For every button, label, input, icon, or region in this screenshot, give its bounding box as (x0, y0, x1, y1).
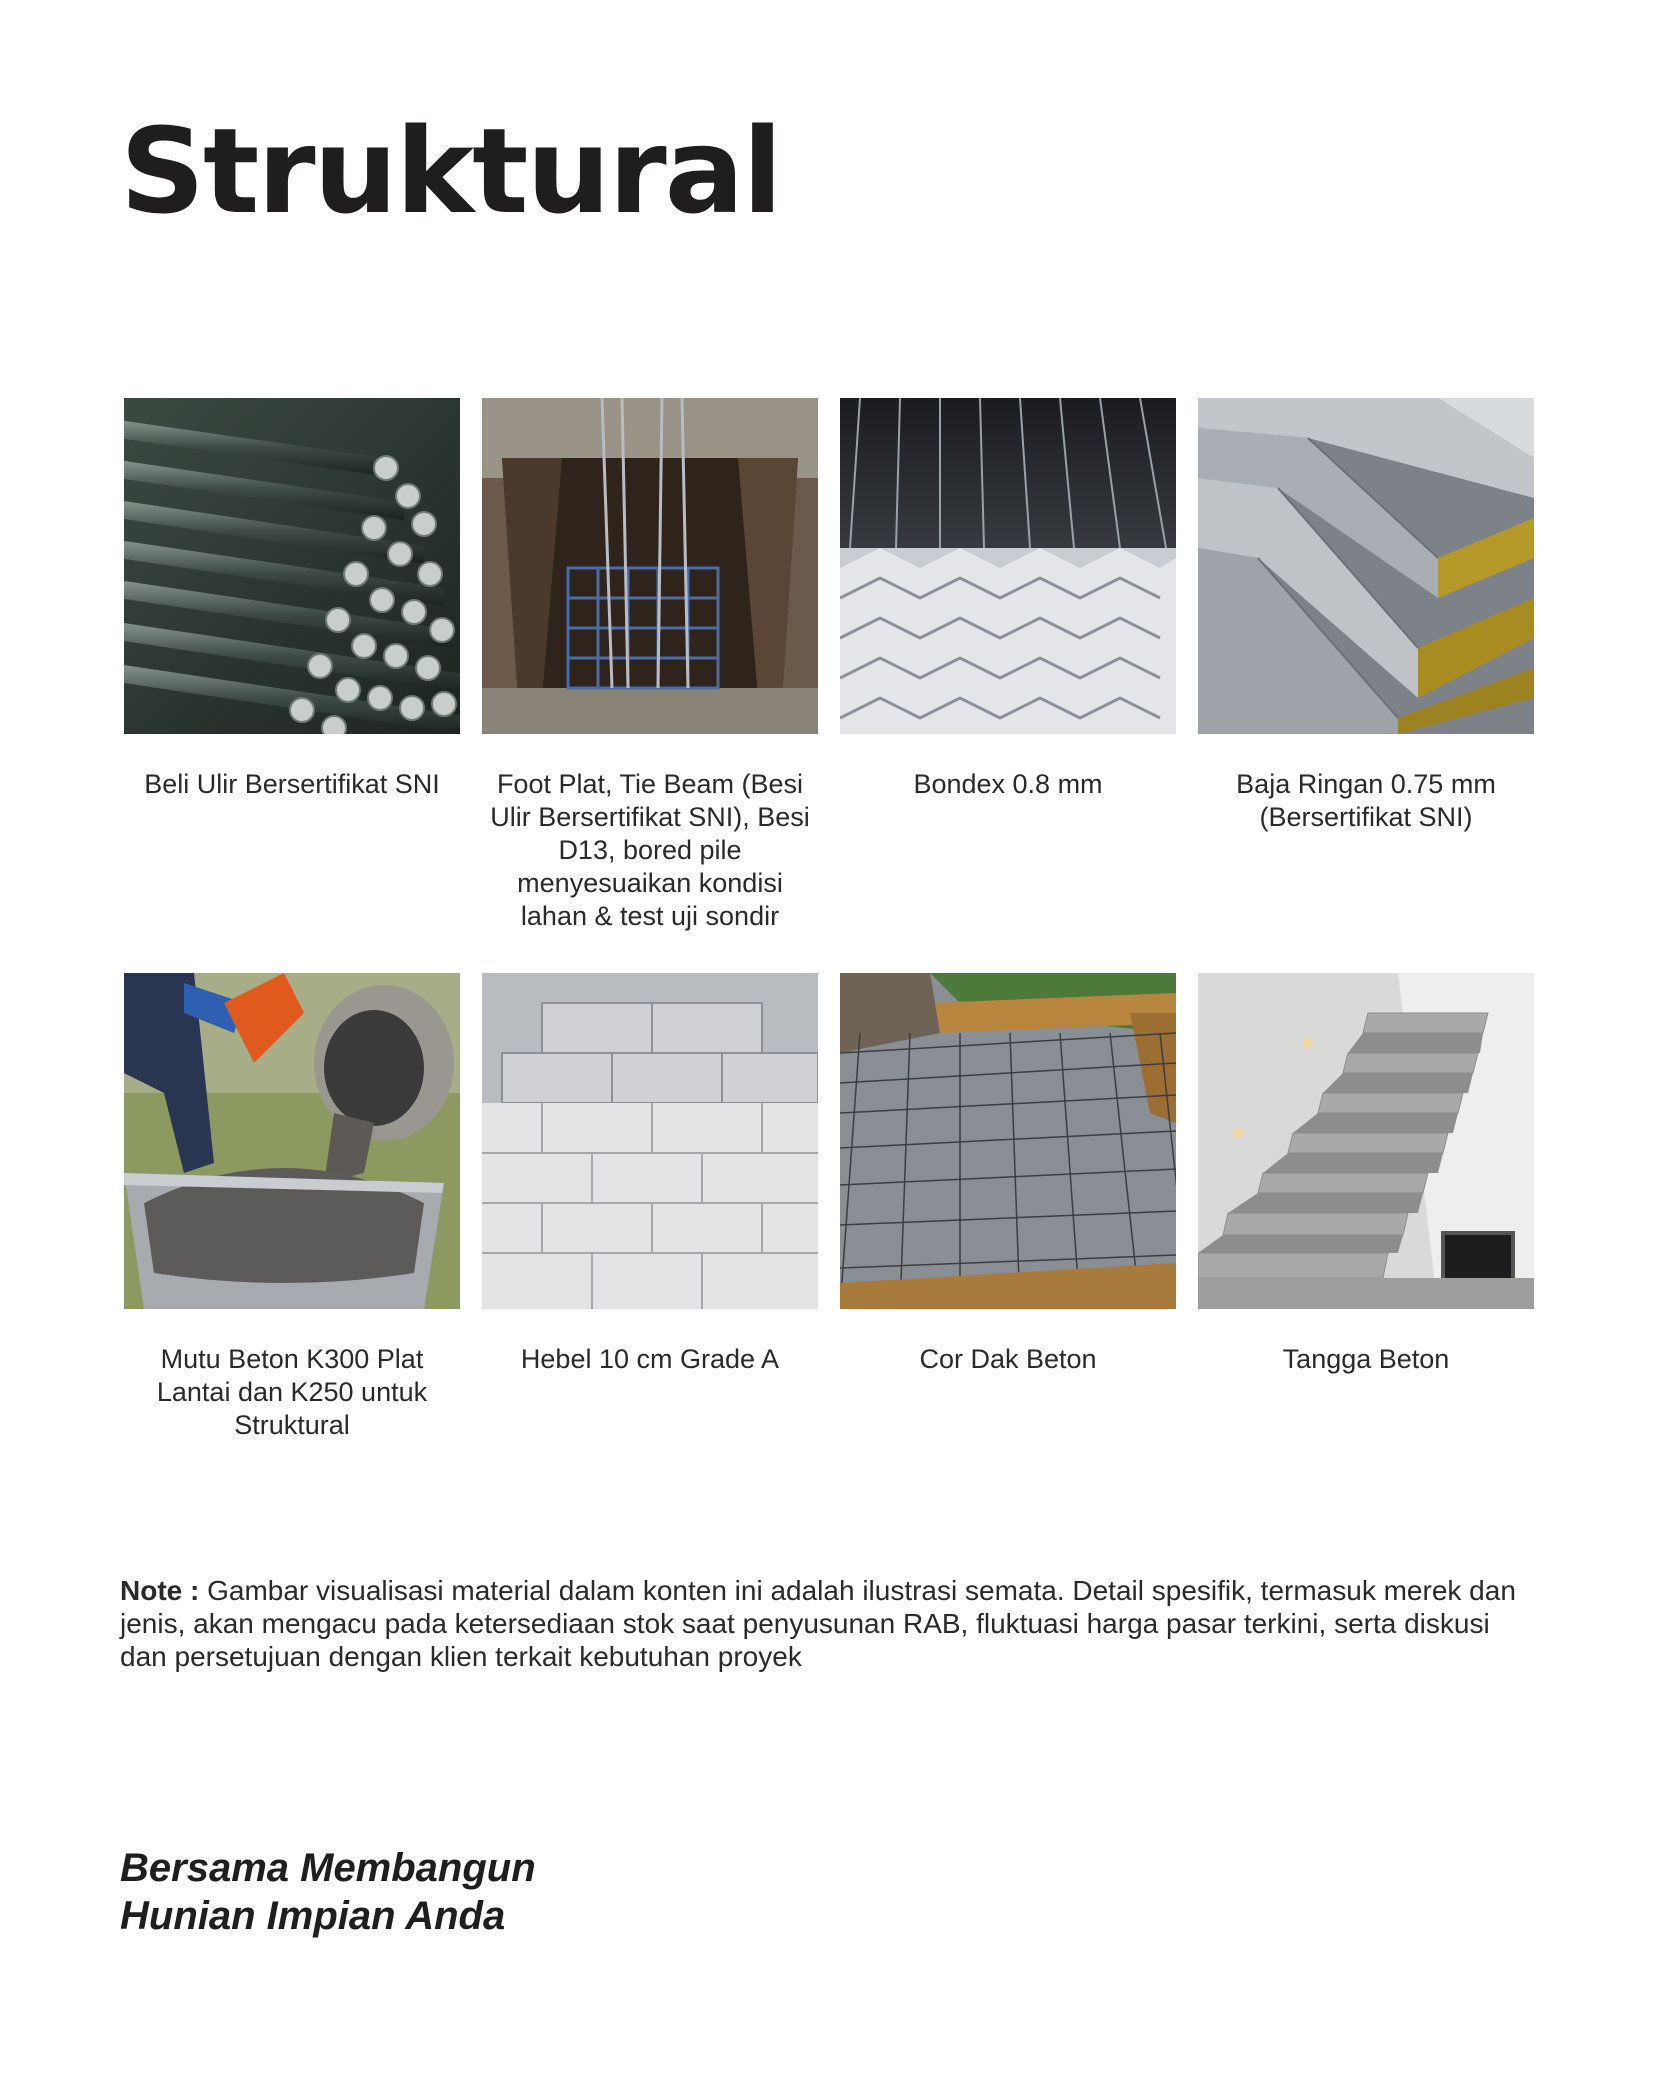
material-caption: Mutu Beton K300 Plat Lantai dan K250 untuk Struktural (156, 1344, 428, 1440)
material-card (840, 973, 1176, 1376)
concrete-pouring-photo (124, 973, 460, 1309)
material-card (482, 398, 818, 933)
foundation-rebar-photo (482, 398, 818, 734)
material-caption: Beli Ulir Bersertifikat SNI (144, 769, 440, 799)
material-caption: Bondex 0.8 mm (913, 769, 1103, 799)
note-label: Note : (120, 1575, 200, 1606)
material-card (124, 398, 460, 801)
material-card (1198, 973, 1534, 1376)
material-caption: Foot Plat, Tie Beam (Besi Ulir Bersertifikat SNI), Besi D13, bored pile menyesuaikan kondisi lahan & test uji sondir (490, 769, 810, 931)
material-card (124, 973, 460, 1442)
note-paragraph (120, 1574, 1540, 1673)
material-caption: Tangga Beton (1282, 1344, 1450, 1374)
tagline (120, 1844, 820, 1940)
tagline-line-2: Hunian Impian Anda (120, 1894, 506, 1938)
material-row-2 (124, 973, 1534, 1548)
bondex-deck-photo (840, 398, 1176, 734)
material-row-1 (124, 398, 1534, 973)
rebar-bundle-photo (124, 398, 460, 734)
light-steel-profile-photo (1198, 398, 1534, 734)
material-card (482, 973, 818, 1376)
material-card (1198, 398, 1534, 834)
concrete-stairs-photo (1198, 973, 1534, 1309)
material-caption: Cor Dak Beton (919, 1344, 1097, 1374)
hebel-blocks-photo (482, 973, 818, 1309)
tagline-line-1: Bersama Membangun (120, 1846, 536, 1890)
material-card (840, 398, 1176, 801)
material-grid (124, 398, 1534, 1548)
note-text: Gambar visualisasi material dalam konten ini adalah ilustrasi semata. Detail spesifik, termasuk merek dan jenis, akan mengacu pada ketersediaan stok saat penyusunan RAB, fluktuasi harga pasar terkini, serta diskusi dan persetujuan dengan klien terkait kebutuhan proyek (120, 1575, 1516, 1672)
material-caption: Baja Ringan 0.75 mm (Bersertifikat SNI) (1236, 769, 1496, 832)
material-caption: Hebel 10 cm Grade A (520, 1344, 780, 1374)
page-title: Struktural (120, 102, 781, 240)
slab-mesh-photo (840, 973, 1176, 1309)
